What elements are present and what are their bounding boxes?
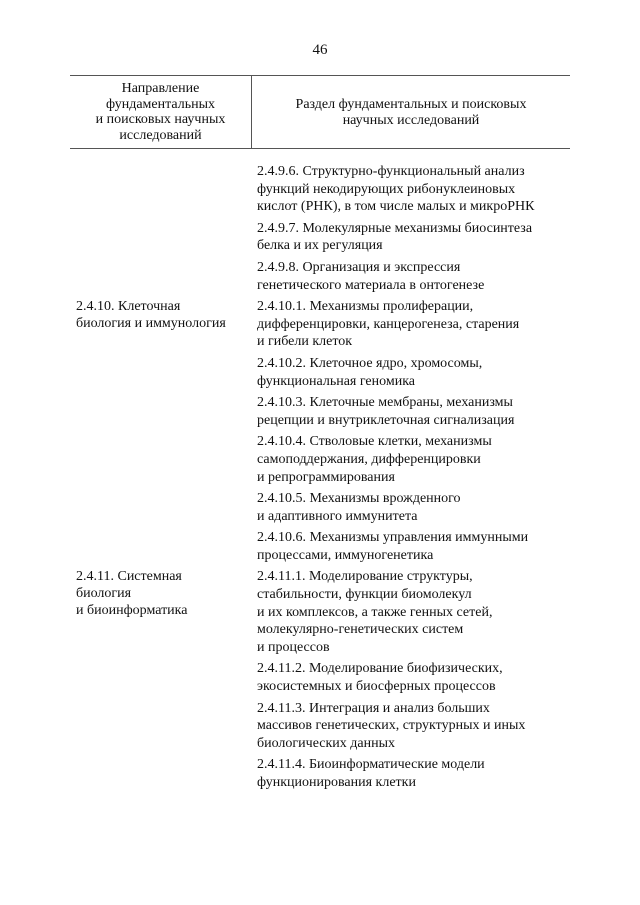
section-text-line: стабильности, функции биомолекул bbox=[257, 587, 472, 603]
header-text-line: научных исследований bbox=[342, 112, 480, 128]
direction-text-line: 2.4.11. Системная bbox=[76, 569, 182, 585]
section-text-line: функционирования клетки bbox=[257, 775, 416, 790]
direction-text-line: и биоинформатика bbox=[76, 603, 188, 619]
table-row bbox=[0, 568, 640, 791]
research-section-entry bbox=[257, 660, 572, 695]
section-text-line: 2.4.10.4. Стволовые клетки, механизмы bbox=[257, 434, 492, 450]
research-sections bbox=[257, 568, 572, 791]
section-text-line: 2.4.11.2. Моделирование биофизических, bbox=[257, 661, 503, 677]
research-section-entry bbox=[257, 259, 572, 294]
section-text-line: 2.4.10.2. Клеточное ядро, хромосомы, bbox=[257, 355, 483, 371]
section-text-line: и гибели клеток bbox=[257, 334, 353, 350]
section-text-line: белка и их регуляция bbox=[257, 238, 383, 254]
section-text-line: кислот (РНК), в том числе малых и микроРНК bbox=[257, 199, 535, 215]
section-text-line: массивов генетических, структурных и иных bbox=[257, 718, 526, 734]
section-text-line: молекулярно-генетических систем bbox=[257, 622, 464, 638]
research-section-entry bbox=[257, 568, 572, 656]
section-text-line: биологических данных bbox=[257, 735, 395, 751]
research-section-entry bbox=[257, 394, 572, 429]
research-section-entry bbox=[257, 490, 572, 525]
header-text-line: Направление bbox=[121, 81, 200, 96]
table-row bbox=[0, 163, 640, 294]
research-section-entry bbox=[257, 355, 572, 390]
header-section-column bbox=[252, 97, 570, 128]
header-text-line: исследований bbox=[119, 127, 202, 143]
section-text-line: 2.4.9.8. Организация и экспрессия bbox=[257, 259, 461, 275]
section-text-line: 2.4.9.7. Молекулярные механизмы биосинтеза bbox=[257, 220, 533, 236]
section-text-line: 2.4.10.1. Механизмы пролиферации, bbox=[257, 299, 474, 315]
section-text-line: функциональная геномика bbox=[257, 373, 415, 389]
page-number: 46 bbox=[312, 42, 328, 58]
section-text-line: самоподдержания, дифференцировки bbox=[257, 451, 481, 467]
section-text-line: генетического материала в онтогенезе bbox=[257, 277, 485, 293]
research-section-entry bbox=[257, 433, 572, 486]
research-direction bbox=[76, 298, 251, 332]
section-text-line: и процессов bbox=[257, 639, 330, 655]
research-section-entry bbox=[257, 700, 572, 753]
table-body bbox=[0, 163, 640, 796]
header-text-line: фундаментальных bbox=[105, 96, 215, 112]
section-text-line: 2.4.11.3. Интеграция и анализ больших bbox=[257, 700, 490, 716]
header-direction-column bbox=[70, 81, 251, 143]
table-header bbox=[70, 75, 570, 149]
research-section-entry bbox=[257, 529, 572, 564]
section-text-line: процессами, иммуногенетика bbox=[257, 547, 434, 563]
section-text-line: 2.4.10.3. Клеточные мембраны, механизмы bbox=[257, 395, 513, 411]
section-text-line: рецепции и внутриклеточная сигнализация bbox=[257, 412, 515, 428]
section-text-line: экосистемных и биосферных процессов bbox=[257, 679, 496, 695]
section-text-line: дифференцировки, канцерогенеза, старения bbox=[257, 316, 520, 332]
section-text-line: функций некодирующих рибонуклеиновых bbox=[257, 181, 516, 197]
header-text-line: Раздел фундаментальных и поисковых bbox=[295, 97, 527, 112]
research-section-entry bbox=[257, 220, 572, 255]
research-section-entry bbox=[257, 756, 572, 791]
header-text-line: и поисковых научных bbox=[95, 112, 226, 127]
section-text-line: 2.4.10.5. Механизмы врожденного bbox=[257, 491, 461, 507]
research-direction bbox=[76, 568, 251, 619]
research-sections bbox=[257, 298, 572, 564]
section-text-line: 2.4.11.1. Моделирование структуры, bbox=[257, 569, 473, 585]
research-sections bbox=[257, 163, 572, 294]
research-section-entry bbox=[257, 298, 572, 351]
section-text-line: 2.4.9.6. Структурно-функциональный анализ bbox=[257, 164, 525, 179]
table-row bbox=[0, 298, 640, 564]
section-text-line: 2.4.11.4. Биоинформатические модели bbox=[257, 757, 485, 773]
research-section-entry bbox=[257, 163, 572, 216]
section-text-line: и их комплексов, а также генных сетей, bbox=[257, 604, 493, 620]
section-text-line: и адаптивного иммунитета bbox=[257, 508, 418, 524]
direction-text-line: 2.4.10. Клеточная bbox=[76, 299, 181, 315]
section-text-line: и репрограммирования bbox=[257, 469, 395, 485]
section-text-line: 2.4.10.6. Механизмы управления иммунными bbox=[257, 530, 529, 546]
direction-text-line: биология и иммунология bbox=[76, 316, 226, 332]
direction-text-line: биология bbox=[76, 586, 132, 602]
